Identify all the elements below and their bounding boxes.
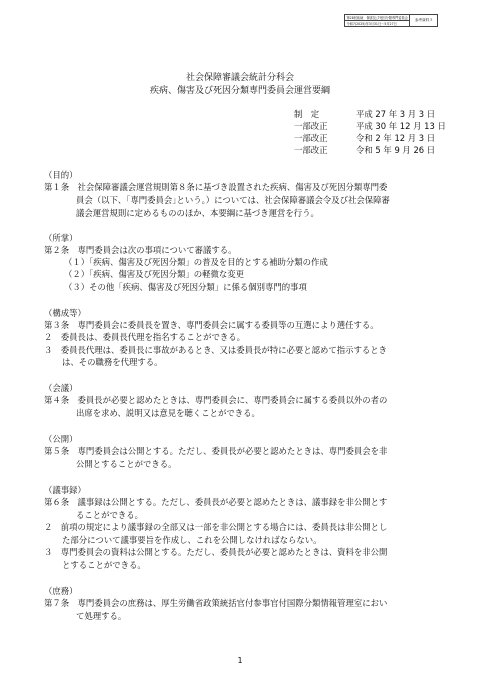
article-line: 員会（以下、｢専門委員会｣という。）については、社会保障審議会令及び社会保障審 (76, 195, 390, 205)
reference-label: 参考資料５ (410, 15, 438, 27)
section-heading-secretariat: （庶務） (44, 586, 78, 596)
article-line: とすることができる。 (62, 560, 146, 570)
article-line: （２）「疾病、傷害及び死因分類」の軽微な変更 (64, 269, 245, 279)
date-row (294, 120, 446, 132)
date-label: 一部改正 (294, 121, 328, 131)
date-row (294, 132, 446, 144)
article-line: ２ 委員長は、委員長代理を指名することができる。 (44, 332, 245, 342)
reference-header-box (344, 14, 438, 27)
article-line: 出席を求め、説明又は意見を聴くことができる。 (76, 408, 260, 418)
article-line: 第６条 議事録は公開とする。ただし、委員長が必要と認めたときは、議事録を非公開とす (44, 497, 388, 507)
section-heading-composition: （構成等） (44, 308, 86, 318)
article-line: た部分について議事要旨を作成し、これを公開しなければならない。 (62, 535, 322, 545)
meeting-period: 令和7(2025)年3月31日～5月27日 (345, 21, 410, 27)
article-line: 公開とすることができる。 (76, 459, 177, 469)
article-line: ３ 専門委員会の資料は公開とする。ただし、委員長が必要と認めたときは、資料を非公開 (44, 547, 388, 557)
date-value: 令和 2 年 12 月 3 日 (356, 133, 436, 143)
article-line: 第２条 専門委員会は次の事項について審議する。 (44, 245, 237, 255)
article-line: 第５条 専門委員会は公開とする。ただし、委員長が必要と認めたときは、専門委員会を非 (44, 446, 388, 456)
article-line: 議会運営規則に定めるもののほか、本要綱に基づき運営を行う。 (76, 208, 319, 218)
section-heading-jurisdiction: （所掌） (44, 233, 78, 243)
section-heading-meeting: （会議） (44, 383, 78, 393)
article-line: て処理する。 (76, 611, 127, 621)
article-line: （３）その他「疾病、傷害及び死因分類」に係る個別専門的事項 (64, 282, 307, 292)
date-label: 一部改正 (294, 133, 328, 143)
date-row (294, 108, 446, 120)
meeting-name: 第28回疾病、傷害及び死因分類専門委員会 (346, 15, 408, 20)
page-number: 1 (237, 656, 243, 665)
article-line: ることができる。 (76, 510, 143, 520)
date-label: 一部改正 (294, 145, 328, 155)
article-line: 第４条 委員長が必要と認めたときは、専門委員会に、専門委員会に属する委員以外の者の (44, 395, 388, 405)
article-line: は、その職務を代理する。 (62, 357, 163, 367)
revision-dates (294, 108, 446, 156)
document-title-line-1: 社会保障審議会統計分科会 (185, 73, 294, 83)
article-line: 第７条 専門委員会の庶務は、厚生労働省政策統括官付参事官付国際分類情報管理室におい (44, 598, 388, 608)
article-line: ３ 委員長代理は、委員長に事故があるとき、又は委員長が特に必要と認めて指示するとき (44, 345, 388, 355)
article-line: ２ 前項の規定により議事録の全部又は一部を非公開とする場合には、委員長は非公開とし (44, 522, 388, 532)
article-line: （１）「疾病、傷害及び死因分類」の普及を目的とする補助分類の作成 (64, 257, 328, 267)
section-heading-purpose: （目的） (44, 170, 78, 180)
date-value: 平成 30 年 12 月 13 日 (356, 121, 446, 131)
section-heading-disclosure: （公開） (44, 434, 78, 444)
article-line: 第１条 社会保障審議会運営規則第８条に基づき設置された疾病、傷害及び死因分類専門委 (44, 182, 388, 192)
date-row (294, 144, 446, 156)
article-line: 第３条 専門委員会に委員長を置き、専門委員会に属する委員等の互選により選任する。 (44, 320, 379, 330)
date-value: 平成 27 年 3 月 3 日 (356, 109, 436, 119)
section-heading-minutes: （議事録） (44, 485, 86, 495)
date-value: 令和 5 年 9 月 26 日 (356, 145, 436, 155)
document-title-line-2: 疾病、傷害及び死因分類専門委員会運営要綱 (149, 86, 330, 96)
date-label: 制 定 (294, 109, 320, 119)
